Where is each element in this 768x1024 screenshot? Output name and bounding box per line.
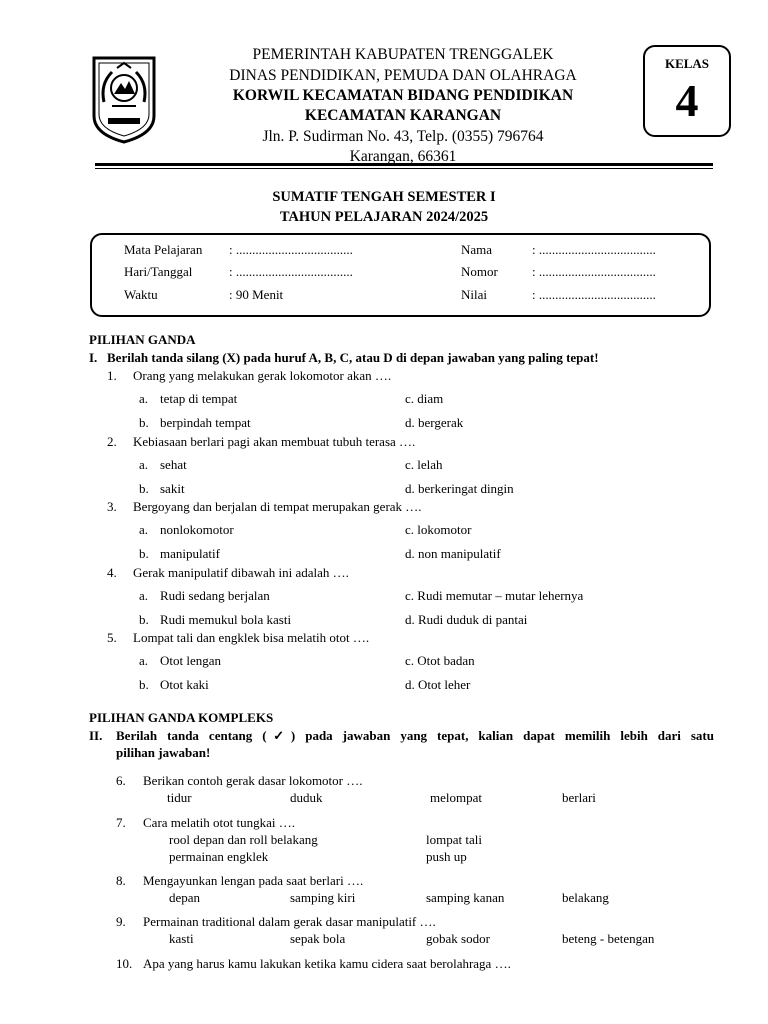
section-instruction-two-line2: pilihan jawaban! <box>116 745 211 760</box>
option-letter-a[interactable]: a. <box>139 653 149 668</box>
option-checkbox[interactable]: belakang <box>562 890 609 905</box>
subject-field[interactable]: : .................................... <box>229 242 353 257</box>
option-checkbox[interactable]: gobak sodor <box>426 931 490 946</box>
name-label: Nama <box>461 242 493 257</box>
option-checkbox[interactable]: samping kanan <box>426 890 505 905</box>
question-number: 2. <box>107 434 117 449</box>
section-roman-one: I. <box>89 350 98 365</box>
option-letter-a[interactable]: a. <box>139 391 149 406</box>
date-field[interactable]: : .................................... <box>229 264 353 279</box>
question-text: Kebiasaan berlari pagi akan membuat tubuh terasa …. <box>133 434 416 449</box>
option-a[interactable]: tetap di tempat <box>160 391 238 406</box>
class-number: 4 <box>675 75 699 126</box>
option-a[interactable]: nonlokomotor <box>160 522 234 537</box>
score-field[interactable]: : .................................... <box>532 287 656 302</box>
option-checkbox[interactable]: duduk <box>290 790 323 805</box>
number-label: Nomor <box>461 264 498 279</box>
question-number: 4. <box>107 565 117 580</box>
option-letter-b[interactable]: b. <box>139 546 149 561</box>
option-b[interactable]: berpindah tempat <box>160 415 251 430</box>
option-a[interactable]: sehat <box>160 457 187 472</box>
score-label: Nilai <box>461 287 487 302</box>
option-a[interactable]: Rudi sedang berjalan <box>160 588 270 603</box>
question-number: 5. <box>107 630 117 645</box>
option-c[interactable]: c. lelah <box>405 457 443 472</box>
option-d[interactable]: d. berkeringat dingin <box>405 481 514 496</box>
option-checkbox[interactable]: kasti <box>169 931 194 946</box>
exam-year: TAHUN PELAJARAN 2024/2025 <box>279 209 489 225</box>
question-number: 10. <box>116 956 133 971</box>
option-c[interactable]: c. diam <box>405 391 444 406</box>
option-letter-b[interactable]: b. <box>139 415 149 430</box>
question-text: Apa yang harus kamu lakukan ketika kamu cidera saat berolahraga …. <box>143 956 511 971</box>
time-label: Waktu <box>124 287 158 302</box>
header-rule-thin <box>95 168 713 169</box>
option-b[interactable]: Otot kaki <box>160 677 209 692</box>
name-field[interactable]: : .................................... <box>532 242 656 257</box>
option-checkbox[interactable]: depan <box>169 890 201 905</box>
header-rule-thick <box>95 163 713 166</box>
question-number: 8. <box>116 873 126 888</box>
section-heading-multiple-choice: PILIHAN GANDA <box>89 332 196 347</box>
section-instruction-two-line1: Berilah tanda centang (✓) pada jawaban yang tepat, kalian dapat memilih lebih dari satu <box>116 728 714 743</box>
header-line-district: KECAMATAN KARANGAN <box>304 107 502 124</box>
option-checkbox[interactable]: berlari <box>562 790 596 805</box>
option-checkbox[interactable]: sepak bola <box>290 931 346 946</box>
option-b[interactable]: Rudi memukul bola kasti <box>160 612 292 627</box>
question-number: 7. <box>116 815 126 830</box>
option-letter-a[interactable]: a. <box>139 457 149 472</box>
option-letter-a[interactable]: a. <box>139 522 149 537</box>
header-line-address: Jln. P. Sudirman No. 43, Telp. (0355) 796764 <box>262 128 544 145</box>
question-text: Mengayunkan lengan pada saat berlari …. <box>143 873 364 888</box>
option-a[interactable]: Otot lengan <box>160 653 222 668</box>
option-letter-b[interactable]: b. <box>139 612 149 627</box>
option-checkbox[interactable]: permainan engklek <box>169 849 269 864</box>
option-d[interactable]: d. non manipulatif <box>405 546 501 561</box>
class-label: KELAS <box>664 56 710 71</box>
class-badge <box>643 45 731 137</box>
option-letter-a[interactable]: a. <box>139 588 149 603</box>
option-d[interactable]: d. bergerak <box>405 415 464 430</box>
option-c[interactable]: c. Rudi memutar – mutar lehernya <box>405 588 584 603</box>
option-checkbox[interactable]: lompat tali <box>426 832 482 847</box>
option-letter-b[interactable]: b. <box>139 677 149 692</box>
section-heading-complex-choice: PILIHAN GANDA KOMPLEKS <box>89 710 274 725</box>
option-checkbox[interactable]: melompat <box>430 790 482 805</box>
option-checkbox[interactable]: tidur <box>167 790 192 805</box>
section-roman-two: II. <box>89 728 103 743</box>
question-text: Berikan contoh gerak dasar lokomotor …. <box>143 773 363 788</box>
exam-title: SUMATIF TENGAH SEMESTER I <box>272 189 496 205</box>
header-line-city: Karangan, 66361 <box>349 148 457 165</box>
option-c[interactable]: c. lokomotor <box>405 522 472 537</box>
option-d[interactable]: d. Rudi duduk di pantai <box>405 612 528 627</box>
header-line-korwil: KORWIL KECAMATAN BIDANG PENDIDIKAN <box>232 87 574 104</box>
question-text: Orang yang melakukan gerak lokomotor akan …. <box>133 368 392 383</box>
option-checkbox[interactable]: samping kiri <box>290 890 356 905</box>
option-c[interactable]: c. Otot badan <box>405 653 475 668</box>
question-number: 6. <box>116 773 126 788</box>
option-b[interactable]: sakit <box>160 481 185 496</box>
time-value: : 90 Menit <box>229 287 284 302</box>
question-text: Cara melatih otot tungkai …. <box>143 815 295 830</box>
subject-label: Mata Pelajaran <box>124 242 203 257</box>
option-b[interactable]: manipulatif <box>160 546 220 561</box>
header-line-government: PEMERINTAH KABUPATEN TRENGGALEK <box>252 46 554 63</box>
option-checkbox[interactable]: beteng - betengan <box>562 931 655 946</box>
question-text: Gerak manipulatif dibawah ini adalah …. <box>133 565 349 580</box>
question-text: Permainan traditional dalam gerak dasar manipulatif …. <box>143 914 436 929</box>
question-number: 1. <box>107 368 117 383</box>
question-number: 9. <box>116 914 126 929</box>
header-line-department: DINAS PENDIDIKAN, PEMUDA DAN OLAHRAGA <box>229 67 577 84</box>
question-text: Lompat tali dan engklek bisa melatih otot …. <box>133 630 370 645</box>
option-checkbox[interactable]: rool depan dan roll belakang <box>169 832 318 847</box>
option-checkbox[interactable]: push up <box>426 849 467 864</box>
option-letter-b[interactable]: b. <box>139 481 149 496</box>
number-field[interactable]: : .................................... <box>532 264 656 279</box>
section-instruction-one: Berilah tanda silang (X) pada huruf A, B, C, atau D di depan jawaban yang paling tepat! <box>107 350 599 365</box>
question-text: Bergoyang dan berjalan di tempat merupakan gerak …. <box>133 499 422 514</box>
date-label: Hari/Tanggal <box>124 264 193 279</box>
question-number: 3. <box>107 499 117 514</box>
option-d[interactable]: d. Otot leher <box>405 677 471 692</box>
